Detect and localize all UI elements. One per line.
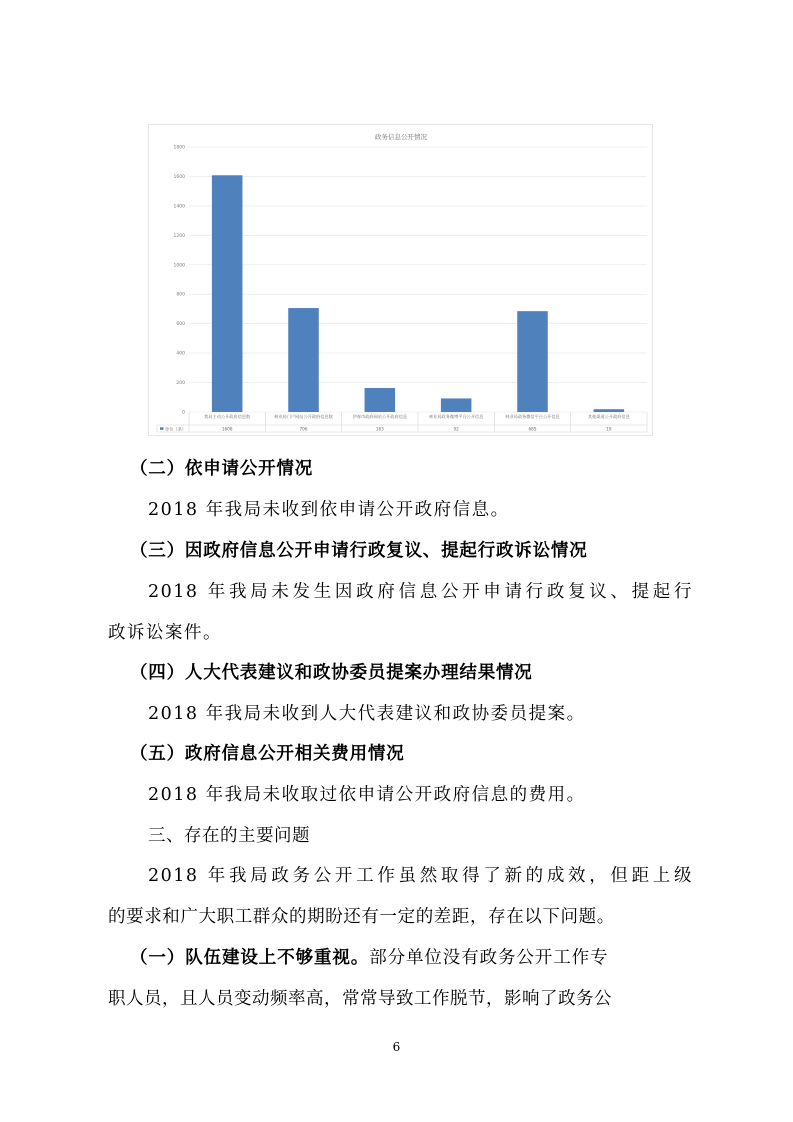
y-tick-label: 0 [182,410,185,416]
heading-problems: 三、存在的主要问题 [148,826,310,846]
heading-proposals: （四）人大代表建议和政协委员提案办理结果情况 [130,663,533,683]
para-team-2: 职人员，且人员变动频率高，常常导致工作脱节，影响了政务公 [108,989,612,1009]
table-value: 706 [299,426,308,432]
x-category-label: 林业局门户网站公开政府信息数 [274,414,333,419]
page-number: 6 [392,1040,401,1054]
para-proposals: 2018 年我局未收到人大代表建议和政协委员提案。 [148,704,586,724]
para-problems-1: 2018 年我局政务公开工作虽然取得了新的成效，但距上级 [148,866,693,886]
x-category-label: 伊春市政府网站公开政府信息 [352,414,408,419]
bar-chart [148,124,653,436]
heading-fees: （五）政府信息公开相关费用情况 [130,744,405,764]
chart-canvas [149,125,654,437]
table-value: 19 [606,426,612,432]
y-tick-label: 400 [176,351,185,357]
bar [288,308,319,412]
para-review-litigation-1: 2018 年我局未发生因政府信息公开申请行政复议、提起行 [148,582,693,602]
y-tick-label: 1800 [173,145,185,151]
table-value: 92 [453,426,459,432]
bar [441,398,472,412]
x-category-label: 林业局政务微信平台公开信息 [505,414,560,419]
heading-by-application: （二）依申请公开情况 [130,459,313,479]
bar [517,311,548,412]
y-tick-label: 1200 [173,233,185,239]
heading-review-litigation: （三）因政府信息公开申请行政复议、提起行政诉讼情况 [130,541,588,561]
table-value: 1608 [221,426,233,432]
chart-title: 政务信息公开情况 [375,133,427,141]
y-tick-label: 1000 [173,263,185,269]
bar [365,388,396,412]
team-lead-rest: 部分单位没有政务公开工作专 [369,948,609,968]
y-tick-label: 1600 [173,174,185,180]
para-by-application: 2018 年我局未收到依申请公开政府信息。 [148,500,510,520]
bar [212,175,243,412]
table-value: 163 [375,426,384,432]
x-category-label: 我局主动公开政府信息数 [204,414,251,419]
x-category-label: 林业局政务微博平台公开信息 [428,414,484,419]
para-fees: 2018 年我局未收取过依申请公开政府信息的费用。 [148,785,586,805]
legend-series-name: 单位（条） [165,426,186,432]
bar [594,409,625,412]
para-review-litigation-2: 政诉讼案件。 [108,623,222,643]
y-tick-label: 800 [176,292,185,298]
y-tick-label: 600 [176,322,185,328]
legend-swatch [160,427,164,430]
para-problems-2: 的要求和广大职工群众的期盼还有一定的差距，存在以下问题。 [108,907,615,927]
team-lead-bold: （一）队伍建设上不够重视。 [130,948,370,968]
y-tick-label: 200 [176,381,185,387]
y-tick-label: 1400 [173,204,185,210]
table-value: 685 [528,426,537,432]
para-team-1 [130,944,693,972]
x-category-label: 其他渠道公开政府信息 [587,414,630,419]
